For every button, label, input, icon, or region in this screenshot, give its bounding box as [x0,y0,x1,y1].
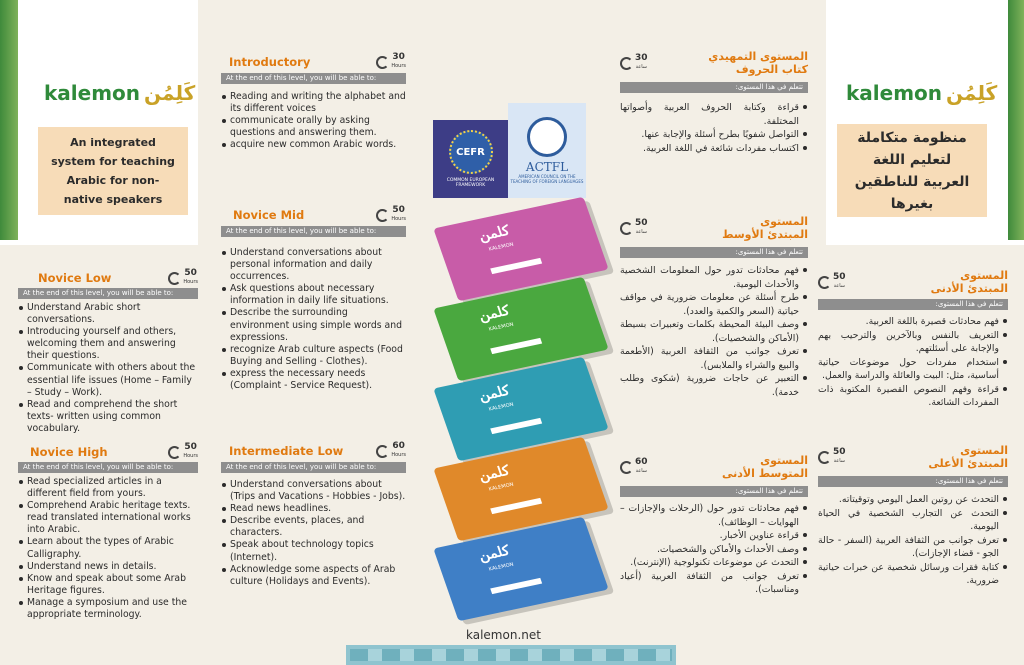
list-item: التحدث عن روتين العمل اليومي وتوقيتاته. [818,493,1008,507]
list-item: Introducing yourself and others, welcoming them and answering their questions. [18,326,198,362]
level-band: تتعلم في هذا المستوى: [620,82,808,93]
list-item: Speak about technology topics (Internet). [221,539,406,563]
list-item: Ask questions about necessary information in daily life situations. [221,283,406,307]
list-item: فهم محادثات تدور حول المعلومات الشخصية والأحداث اليومية. [620,264,808,291]
tagline-ar: منظومة متكاملة لتعليم اللغة العربية للناطقين بغيرها [837,124,987,217]
clock-icon [620,461,633,474]
list-item: Read and comprehend the short texts- written using common vocabulary. [18,399,198,435]
clock-icon [168,446,181,459]
level-intermediate-low-ar [620,450,808,597]
list-item: وصف البيئة المحيطة بكلمات وتعبيرات بسيطة (الأماكن والشخصيات). [620,318,808,345]
level-novice-mid-ar [620,211,808,399]
level-title: المستوى التمهيدي كتاب الحروف [708,50,808,76]
level-title: المستوى المبتدئ الأعلى [928,444,1008,470]
level-band: تتعلم في هذا المستوى: [620,247,808,258]
level-novice-mid-en [221,204,406,392]
book-cover-4: كلمن KALEMON [433,437,608,541]
book-cover-2: كلمن KALEMON [433,277,608,381]
list-item: طرح أسئلة عن معلومات ضرورية في مواقف حياتية (السعر والكمية والعدد). [620,291,808,318]
logo-text-en: kalemon [44,81,141,105]
list-item: Acknowledge some aspects of Arab culture (Holidays and Events). [221,564,406,588]
level-title: Introductory [229,55,311,69]
level-items [620,502,808,597]
list-item: Read specialized articles in a different field from yours. [18,476,198,500]
list-item: استخدام مفردات حول موضوعات حياتية أساسية، مثل: البيت والعائلة والدراسة والعمل. [818,356,1008,383]
level-items [620,101,808,155]
level-band: At the end of this level, you will be able to: [221,462,406,473]
list-item: وصف الأحداث والأماكن والشخصيات. [620,543,808,557]
list-item: Comprehend Arabic heritage texts. read translated international works into Arabic. [18,500,198,536]
actfl-emblem-icon [527,117,567,157]
clock-icon [376,209,389,222]
level-items [221,247,406,392]
hours-badge: 30 Hours [376,53,406,71]
left-green-strip [0,0,18,240]
hours-badge: 60 ساعة [620,458,648,476]
hours-badge: 50 ساعة [620,219,648,237]
list-item: Read news headlines. [221,503,406,515]
list-item: Manage a symposium and use the appropriate terminology. [18,597,198,621]
list-item: acquire new common Arabic words. [221,139,406,151]
level-band: تتعلم في هذا المستوى: [818,299,1008,310]
level-items [818,493,1008,588]
level-title: المستوى المبتدئ الأدنى [930,269,1008,295]
list-item: التحدث عن موضوعات تكنولوجية (الإنترنت). [620,556,808,570]
level-introductory-ar [620,46,808,155]
list-item: communicate orally by asking questions and answering them. [221,115,406,139]
clock-icon [376,445,389,458]
list-item: تعرف جوانب من الثقافة العربية (السفر - حالة الجو - قضاء الإجازات). [818,534,1008,561]
level-items [18,302,198,435]
book-cover-3: كلمن KALEMON [433,357,608,461]
level-items [620,264,808,399]
level-title: Novice Low [38,271,112,285]
list-item: Understand conversations about (Trips and Vacations - Hobbies - Jobs). [221,479,406,503]
clock-icon [818,276,831,289]
list-item: Communicate with others about the essential life issues (Home – Family – Study – Work). [18,362,198,398]
level-items [221,91,406,151]
list-item: قراءة عناوين الأخبار. [620,529,808,543]
hours-badge: 50 ساعة [818,448,846,466]
list-item: قراءة وفهم النصوص القصيرة المكتوبة ذات المفردات الشائعة. [818,383,1008,410]
level-title: المستوى المتوسط الأدنى [722,454,808,480]
level-band: At the end of this level, you will be able to: [221,226,406,237]
right-green-strip [1008,0,1024,240]
hours-badge: 50 Hours [168,443,198,461]
list-item: فهم محادثات قصيرة باللغة العربية. [818,315,1008,329]
list-item: التعبير عن حاجات ضرورية (شكوى وطلب خدمة). [620,372,808,399]
kalemon-logo-right [846,76,997,110]
list-item: فهم محادثات تدور حول (الرحلات والإجازات – الهوايات – الوظائف). [620,502,808,529]
book-cover-5: كلمن KALEMON [433,517,608,621]
clock-icon [168,272,181,285]
list-item: تعرف جوانب من الثقافة العربية (أعياد ومناسبات). [620,570,808,597]
book-cover-1: كلمن KALEMON [433,197,608,301]
level-band: At the end of this level, you will be able to: [221,73,406,84]
level-items [18,476,198,621]
logo-text-en: kalemon [846,81,943,105]
list-item: التواصل شفويًا بطرح أسئلة والإجابة عنها. [620,128,808,142]
logo-text-ar: كَلِمُن [946,81,998,105]
clock-icon [818,451,831,464]
level-novice-low-ar [818,265,1008,410]
list-item: Understand conversations about personal information and daily occurrences. [221,247,406,283]
level-items [818,315,1008,410]
actfl-badge: ACTFL AMERICAN COUNCIL ON THE TEACHING OF FOREIGN LANGUAGES [508,103,586,198]
clock-icon [620,57,633,70]
level-intermediate-low-en [221,440,406,588]
hours-badge: 50 Hours [168,269,198,287]
hours-badge: 60 Hours [376,442,406,460]
level-novice-high-en [18,442,198,621]
level-title: Novice High [30,445,108,459]
clock-icon [620,222,633,235]
list-item: Reading and writing the alphabet and its different voices [221,91,406,115]
list-item: Understand news in details. [18,561,198,573]
list-item: Understand Arabic short conversations. [18,302,198,326]
level-items [221,479,406,588]
list-item: express the necessary needs (Complaint - Service Request). [221,368,406,392]
list-item: Learn about the types of Arabic Calligraphy. [18,536,198,560]
list-item: التعريف بالنفس وبالآخرين والترحيب بهم والإجابة على أسئلتهم. [818,329,1008,356]
hours-badge: 30 ساعة [620,54,648,72]
list-item: Know and speak about some Arab Heritage figures. [18,573,198,597]
kalemon-logo-left [44,76,195,110]
level-band: At the end of this level, you will be able to: [18,462,198,473]
list-item: تعرف جوانب من الثقافة العربية (الأطعمة والبيع والشراء والملابس). [620,345,808,372]
level-band: تتعلم في هذا المستوى: [818,476,1008,487]
list-item: Describe events, places, and characters. [221,515,406,539]
list-item: قراءة وكتابة الحروف العربية وأصواتها المختلفة. [620,101,808,128]
list-item: كتابة فقرات ورسائل شخصية عن خبرات حياتية ضرورية. [818,561,1008,588]
list-item: recognize Arab culture aspects (Food Buying and Selling - Clothes). [221,344,406,368]
level-title: المستوى المبتدئ الأوسط [722,215,808,241]
hours-badge: 50 ساعة [818,273,846,291]
level-novice-high-ar [818,440,1008,588]
level-introductory-en [221,51,406,151]
level-band: تتعلم في هذا المستوى: [620,486,808,497]
clock-icon [376,56,389,69]
hours-badge: 50 Hours [376,206,406,224]
level-novice-low-en [18,268,198,435]
level-title: Intermediate Low [229,444,344,458]
level-band: At the end of this level, you will be able to: [18,288,198,299]
logo-text-ar: كَلِمُن [144,81,196,105]
list-item: Describe the surrounding environment using simple words and expressions. [221,307,406,343]
website-url[interactable]: kalemon.net [466,628,541,642]
cefr-badge: CEFR COMMON EUROPEAN FRAMEWORK [433,120,508,198]
level-title: Novice Mid [233,208,305,222]
list-item: اكتساب مفردات شائعة في اللغة العربية. [620,142,808,156]
cefr-stars-icon: CEFR [449,130,493,174]
list-item: التحدث عن التجارب الشخصية في الحياة اليومية. [818,507,1008,534]
tagline-en: An integrated system for teaching Arabic for non-native speakers [38,127,188,215]
bottom-decor-pattern [350,649,672,661]
